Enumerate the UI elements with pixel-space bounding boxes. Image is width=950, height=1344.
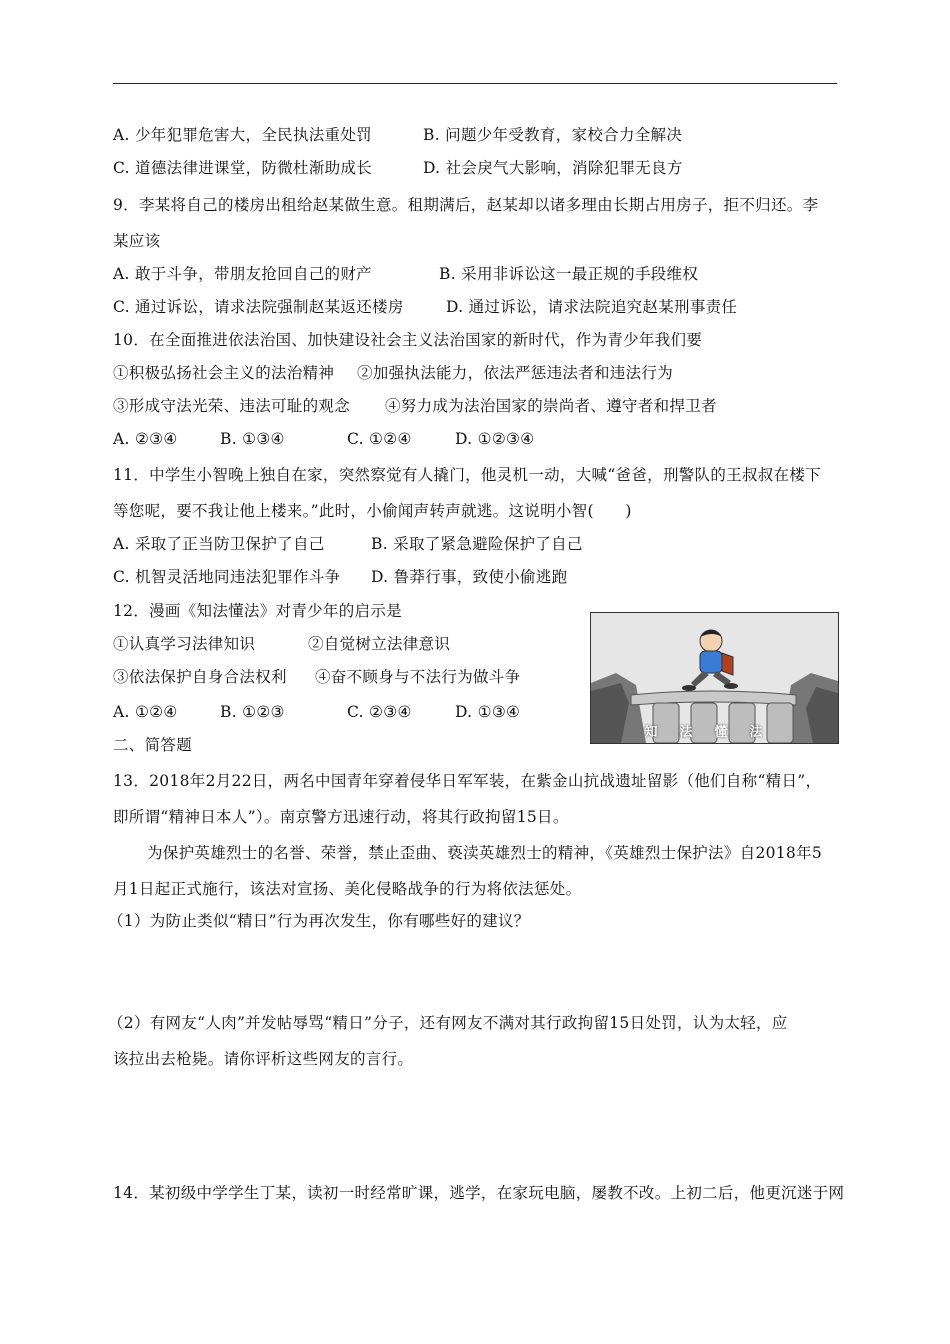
q11-stem-line-2: 等您呢，要不我让他上楼来。”此时，小偷闻声转声就逃。这说明小智( ) [113,502,632,520]
q10-item-1: ①积极弘扬社会主义的法治精神 [113,364,335,382]
q10-option-b: B. ①③④ [220,430,285,448]
q10-item-2: ②加强执法能力，依法严惩违法者和违法行为 [357,364,674,382]
q10-item-4: ④努力成为法治国家的崇尚者、遵守者和捍卫者 [385,397,717,415]
q11-option-a: A. 采取了正当防卫保护了自己 [113,535,325,553]
q12-option-c: C. ②③④ [347,703,412,721]
q12-item-1: ①认真学习法律知识 [113,635,256,653]
q12-option-b: B. ①②③ [220,703,285,721]
q13-line-2: 即所谓“精神日本人”）。南京警方迅速行动，将其行政拘留15日。 [113,808,569,826]
q12-stem: 12．漫画《知法懂法》对青少年的启示是 [113,602,402,620]
header-rule [113,83,837,84]
q10-item-3: ③形成守法光荣、违法可耻的观念 [113,397,351,415]
q11-option-b: B. 采取了紧急避险保护了自己 [371,535,583,553]
q8-option-c: C. 道德法律进课堂，防微杜渐助成长 [113,159,373,177]
q12-option-d: D. ①③④ [455,703,521,721]
q13-line-3: 为保护英雄烈士的名誉、荣誉，禁止歪曲、亵渎英雄烈士的精神，《英雄烈士保护法》自2018年5 [147,844,823,862]
q8-option-b: B. 问题少年受教育，家校合力全解决 [423,126,683,144]
q12-option-a: A. ①②④ [113,703,178,721]
cartoon-caption: 知法懂法 [644,725,785,740]
cartoon-image [590,612,839,744]
q8-option-a: A. 少年犯罪危害大，全民执法重处罚 [113,126,372,144]
q12-item-2: ②自觉树立法律意识 [308,635,451,653]
q8-option-d: D. 社会戾气大影响，消除犯罪无良方 [423,159,683,177]
section-title: 二、简答题 [113,736,193,754]
q10-option-d: D. ①②③④ [455,430,535,448]
q9-option-b: B. 采用非诉讼这一最正规的手段维权 [439,265,699,283]
q11-stem-line-1: 11．中学生小智晚上独自在家，突然察觉有人撬门，他灵机一动，大喊“爸爸，刑警队的王叔叔在楼下 [113,466,821,484]
q10-option-c: C. ①②④ [347,430,412,448]
q9-stem-line-1: 9．李某将自己的楼房出租给赵某做生意。租期满后，赵某却以诸多理由长期占用房子，拒不归还。李 [113,196,819,214]
q13-line-4: 月1日起正式施行，该法对宣扬、美化侵略战争的行为将依法惩处。 [113,880,582,898]
q12-item-3: ③依法保护自身合法权利 [113,668,287,686]
q11-option-c: C. 机智灵活地同违法犯罪作斗争 [113,568,341,586]
q13-subquestion-2-line-1: （2）有网友“人肉”并发帖辱骂“精日”分子，还有网友不满对其行政拘留15日处罚，认为太轻，应 [108,1014,788,1032]
q13-line-1: 13．2018年2月22日，两名中国青年穿着侵华日军军装，在紫金山抗战遗址留影（他们自称“精日”， [113,772,822,790]
q11-option-d: D. 鲁莽行事，致使小偷逃跑 [371,568,568,586]
q9-stem-line-2: 某应该 [113,232,161,250]
q10-stem: 10．在全面推进依法治国、加快建设社会主义法治国家的新时代，作为青少年我们要 [113,331,703,349]
q13-subquestion-1: （1）为防止类似“精日”行为再次发生，你有哪些好的建议？ [108,912,530,930]
q9-option-d: D. 通过诉讼，请求法院追究赵某刑事责任 [446,298,738,316]
q9-option-a: A. 敢于斗争，带朋友抢回自己的财产 [113,265,372,283]
q13-subquestion-2-line-2: 该拉出去枪毙。请你评析这些网友的言行。 [113,1050,414,1068]
q12-item-4: ④奋不顾身与不法行为做斗争 [315,668,521,686]
q10-option-a: A. ②③④ [113,430,178,448]
q14-line-1: 14．某初级中学学生丁某，读初一时经常旷课，逃学，在家玩电脑，屡教不改。上初二后，他更沉迷于网 [113,1184,845,1202]
q9-option-c: C. 通过诉讼，请求法院强制赵某返还楼房 [113,298,404,316]
